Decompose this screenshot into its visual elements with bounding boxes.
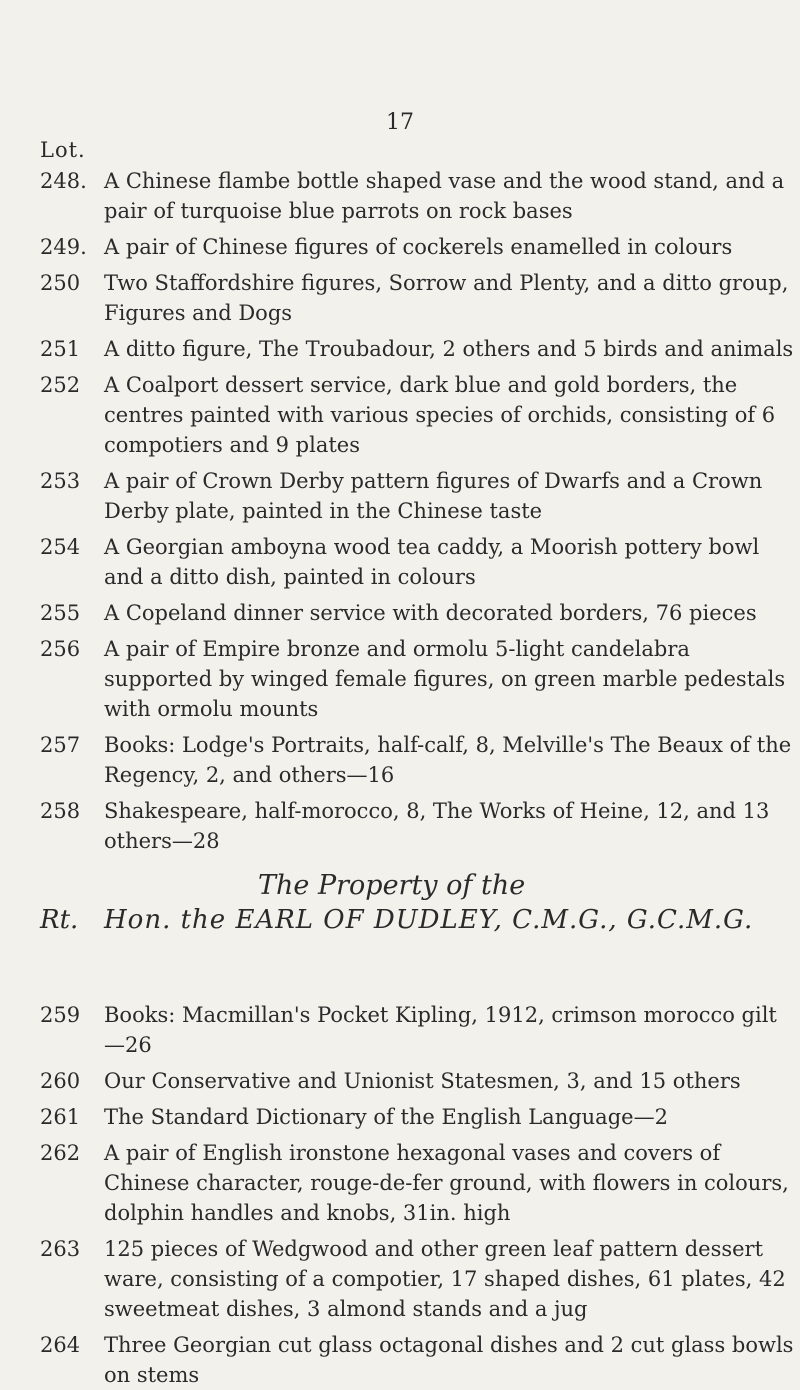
owner-prefix: Rt. bbox=[40, 905, 79, 935]
lot-number: 249. bbox=[40, 235, 87, 259]
lot-row bbox=[40, 1234, 800, 1324]
lot-column-header: Lot. bbox=[40, 138, 86, 162]
lot-number: 259 bbox=[40, 1003, 81, 1027]
page-number: 17 bbox=[386, 110, 414, 135]
lot-number: 257 bbox=[40, 733, 81, 757]
lot-list-part2 bbox=[40, 1000, 800, 1390]
lot-description: A pair of English ironstone hexagonal vases and covers of Chinese character, rouge-de-fer ground, with flowers in colours, dolphin handles and knobs, 31in. high bbox=[104, 1141, 789, 1225]
lot-number: 260 bbox=[40, 1069, 81, 1093]
lot-number: 254 bbox=[40, 535, 81, 559]
property-heading: The Property of the bbox=[258, 870, 526, 901]
lot-description: A ditto figure, The Troubadour, 2 others and 5 birds and animals bbox=[104, 337, 794, 361]
lot-row bbox=[40, 796, 800, 856]
lot-number: 264 bbox=[40, 1333, 81, 1357]
lot-row bbox=[40, 598, 800, 628]
lot-description: A pair of Empire bronze and ormolu 5-light candelabra supported by winged female figures, on green marble pedestals with ormolu mounts bbox=[104, 637, 786, 721]
lot-row bbox=[40, 532, 800, 592]
lot-number: 252 bbox=[40, 373, 81, 397]
lot-row bbox=[40, 466, 800, 526]
lot-row bbox=[40, 268, 800, 328]
lot-row bbox=[40, 730, 800, 790]
lot-description: Books: Macmillan's Pocket Kipling, 1912, crimson morocco gilt—26 bbox=[104, 1003, 777, 1057]
lot-row bbox=[40, 634, 800, 724]
lot-number: 253 bbox=[40, 469, 81, 493]
lot-description: A Coalport dessert service, dark blue and gold borders, the centres painted with various species of orchids, consisting of 6 compotiers and 9 plates bbox=[104, 373, 776, 457]
lot-number: 258 bbox=[40, 799, 81, 823]
lot-description: A Chinese flambe bottle shaped vase and the wood stand, and a pair of turquoise blue parrots on rock bases bbox=[104, 169, 785, 223]
lot-description: A Georgian amboyna wood tea caddy, a Moorish pottery bowl and a ditto dish, painted in colours bbox=[104, 535, 760, 589]
lot-row bbox=[40, 1000, 800, 1060]
owner-line bbox=[40, 905, 753, 935]
lot-description: Shakespeare, half-morocco, 8, The Works of Heine, 12, and 13 others—28 bbox=[104, 799, 770, 853]
lot-number: 255 bbox=[40, 601, 81, 625]
lot-row bbox=[40, 232, 800, 262]
lot-number: 263 bbox=[40, 1237, 81, 1261]
lot-number: 250 bbox=[40, 271, 81, 295]
lot-description: Three Georgian cut glass octagonal dishes and 2 cut glass bowls on stems bbox=[104, 1333, 794, 1387]
owner-name: Hon. the EARL OF DUDLEY, C.M.G., G.C.M.G. bbox=[104, 905, 754, 935]
lot-description: Our Conservative and Unionist Statesmen, 3, and 15 others bbox=[104, 1069, 741, 1093]
lot-row bbox=[40, 370, 800, 460]
lot-list-part1 bbox=[40, 166, 800, 856]
lot-row bbox=[40, 1066, 800, 1096]
lot-row bbox=[40, 1138, 800, 1228]
lot-description: A pair of Crown Derby pattern figures of Dwarfs and a Crown Derby plate, painted in the Chinese taste bbox=[104, 469, 763, 523]
lot-description: A pair of Chinese figures of cockerels enamelled in colours bbox=[104, 235, 733, 259]
lot-description: The Standard Dictionary of the English Language—2 bbox=[104, 1105, 668, 1129]
lot-row bbox=[40, 166, 800, 226]
lot-description: Two Staffordshire figures, Sorrow and Plenty, and a ditto group, Figures and Dogs bbox=[104, 271, 789, 325]
lot-number: 251 bbox=[40, 337, 81, 361]
lot-row bbox=[40, 1330, 800, 1390]
lot-number: 261 bbox=[40, 1105, 81, 1129]
lot-description: 125 pieces of Wedgwood and other green leaf pattern dessert ware, consisting of a compotier, 17 shaped dishes, 61 plates, 42 sweetmeat dishes, 3 almond stands and a jug bbox=[104, 1237, 786, 1321]
lot-number: 256 bbox=[40, 637, 81, 661]
lot-number: 262 bbox=[40, 1141, 81, 1165]
lot-row bbox=[40, 334, 800, 364]
lot-description: Books: Lodge's Portraits, half-calf, 8, Melville's The Beaux of the Regency, 2, and others—16 bbox=[104, 733, 792, 787]
lot-description: A Copeland dinner service with decorated borders, 76 pieces bbox=[104, 601, 757, 625]
lot-number: 248. bbox=[40, 169, 87, 193]
lot-row bbox=[40, 1102, 800, 1132]
